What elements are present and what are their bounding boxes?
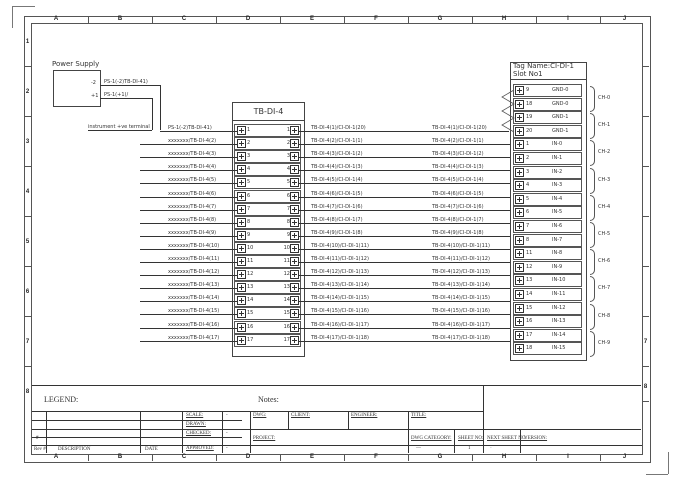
tb-right-wire-label: TB-DI-4(11)/CI-DI-1(12) [311, 256, 369, 262]
tb-left-wire-label: xxxxxxx/TB-DI-4(3) [168, 151, 217, 157]
terminal-screw-icon[interactable] [290, 309, 299, 318]
terminal-screw-icon[interactable] [290, 126, 299, 135]
tb-left-num: 16 [247, 324, 254, 330]
tb-left-num: 13 [247, 284, 254, 290]
channel-label: CH-1 [598, 122, 611, 128]
terminal-screw-icon[interactable] [515, 331, 524, 340]
sheet-no-label: SHEET NO: [458, 436, 484, 441]
tb-right-wire-label: TB-DI-4(9)/CI-DI-1(8) [311, 230, 363, 236]
tb-right-wire-label: TB-DI-4(12)/CI-DI-1(13) [311, 269, 369, 275]
tb-right-num: 2 [286, 140, 290, 146]
card-wire-label: TB-DI-4(16)/CI-DI-1(17) [432, 322, 490, 328]
tb-left-wire-label: xxxxxxx/TB-DI-4(15) [168, 308, 220, 314]
card-terminal-num: 6 [526, 209, 530, 215]
tb-left-num: 15 [247, 310, 254, 316]
tb-right-wire-label: TB-DI-4(17)/CI-DI-1(18) [311, 335, 369, 341]
terminal-screw-icon[interactable] [237, 257, 246, 266]
tb-left-num: 1 [247, 127, 251, 133]
ground-jumper-icon [498, 86, 516, 134]
tb-left-wire-label: xxxxxxx/TB-DI-4(9) [168, 230, 217, 236]
card-terminal-num: 3 [526, 169, 530, 175]
instrument-terminal-label: instrument +ve terminal [88, 124, 150, 130]
terminal-block-title: TB-DI-4 [253, 107, 284, 116]
next-sheet-value: - [490, 446, 492, 451]
client-label: CLIENT: [291, 413, 310, 418]
channel-label: CH-6 [598, 258, 611, 264]
rev-marker: # [36, 436, 39, 441]
terminal-screw-icon[interactable] [237, 126, 246, 135]
channel-brace [590, 276, 595, 302]
card-wire-label: TB-DI-4(8)/CI-DI-1(7) [432, 217, 484, 223]
card-wire-label: TB-DI-4(9)/CI-DI-1(8) [432, 230, 484, 236]
zone-label: J [622, 16, 627, 22]
drawn-label: DRAWN: [186, 422, 206, 427]
channel-label: CH-0 [598, 95, 611, 101]
description-label: DESCRIPTION [58, 447, 91, 452]
terminal-screw-icon[interactable] [237, 323, 246, 332]
crop-mark-bottom [646, 474, 668, 475]
card-terminal-num: 11 [526, 250, 533, 256]
tb-left-wire-label: xxxxxxx/TB-DI-4(12) [168, 269, 220, 275]
tb-right-num: 4 [286, 166, 290, 172]
channel-brace [590, 140, 595, 166]
terminal-screw-icon[interactable] [515, 181, 524, 190]
card-wire-label: TB-DI-4(6)/CI-DI-1(5) [432, 191, 484, 197]
card-terminal-num: 12 [526, 264, 533, 270]
card-terminal-num: 14 [526, 291, 533, 297]
card-terminal-num: 13 [526, 277, 533, 283]
channel-brace [590, 195, 595, 221]
row-label: 5 [25, 239, 30, 245]
terminal-screw-icon[interactable] [237, 165, 246, 174]
zone-label: H [501, 454, 507, 460]
card-terminal-label: IN-9 [552, 264, 563, 270]
terminal-screw-icon[interactable] [290, 296, 299, 305]
terminal-screw-icon[interactable] [515, 236, 524, 245]
card-wire-label: TB-DI-4(15)/CI-DI-1(16) [432, 308, 490, 314]
card-wire-label: TB-DI-4(4)/CI-DI-1(3) [432, 164, 484, 170]
card-terminal-label: GND-1 [552, 128, 569, 134]
card-wire-label: TB-DI-4(7)/CI-DI-1(6) [432, 204, 484, 210]
card-wire-label: TB-DI-4(5)/CI-DI-1(4) [432, 177, 484, 183]
tb-left-wire-label: xxxxxxx/TB-DI-4(7) [168, 204, 217, 210]
terminal-screw-icon[interactable] [290, 205, 299, 214]
channel-label: CH-7 [598, 285, 611, 291]
card-terminal-num: 7 [526, 223, 530, 229]
tb-right-wire-label: TB-DI-4(10)/CI-DI-1(11) [311, 243, 369, 249]
tb-left-wire-label: xxxxxxx/TB-DI-4(11) [168, 256, 220, 262]
row-label: 7 [25, 339, 30, 345]
zone-label: A [53, 16, 59, 22]
tb-left-wire-label: xxxxxxx/TB-DI-4(2) [168, 138, 217, 144]
tb-right-wire-label: TB-DI-4(4)/CI-DI-1(3) [311, 164, 363, 170]
tb-right-wire-label: TB-DI-4(16)/CI-DI-1(17) [311, 322, 369, 328]
tb-right-num: 8 [286, 219, 290, 225]
zone-label: I [567, 16, 569, 22]
card-terminal-num: 2 [526, 155, 530, 161]
card-wire-label: TB-DI-4(17)/CI-DI-1(18) [432, 335, 490, 341]
tb-right-wire-label: TB-DI-4(14)/CI-DI-1(15) [311, 295, 369, 301]
zone-strip-bottom [24, 454, 649, 461]
tb-right-num: 12 [283, 271, 290, 277]
tb-right-num: 17 [283, 337, 290, 343]
checked-value: - [226, 431, 228, 436]
terminal-screw-icon[interactable] [290, 152, 299, 161]
terminal-screw-icon[interactable] [237, 152, 246, 161]
tb-right-num: 13 [283, 284, 290, 290]
channel-label: CH-2 [598, 149, 611, 155]
power-supply-title: Power Supply [52, 60, 100, 68]
tb-left-num: 3 [247, 153, 251, 159]
terminal-screw-icon[interactable] [237, 309, 246, 318]
tb-left-num: 2 [247, 140, 251, 146]
terminal-screw-icon[interactable] [515, 276, 524, 285]
card-terminal-label: IN-4 [552, 196, 563, 202]
terminal-screw-icon[interactable] [515, 86, 524, 95]
card-terminal-num: 19 [526, 114, 533, 120]
zone-label: G [437, 16, 443, 22]
tb-left-num: 4 [247, 166, 251, 172]
card-terminal-num: 18 [526, 345, 533, 351]
version-label: VERSION: [524, 436, 548, 441]
terminal-screw-icon[interactable] [515, 263, 524, 272]
channel-brace [590, 331, 595, 357]
tb-left-wire-label: xxxxxxx/TB-DI-4(13) [168, 282, 220, 288]
tb-left-wire-label: xxxxxxx/TB-DI-4(6) [168, 191, 217, 197]
zone-label: C [181, 454, 187, 460]
card-terminal-num: 20 [526, 128, 533, 134]
card-terminal-num: 15 [526, 305, 533, 311]
crop-mark-right [668, 452, 669, 474]
terminal-screw-icon[interactable] [515, 168, 524, 177]
row-label: 8 [25, 389, 30, 395]
zone-label: F [374, 454, 378, 460]
zone-label: J [622, 454, 627, 460]
zone-label: H [501, 16, 507, 22]
channel-label: CH-5 [598, 231, 611, 237]
terminal-screw-icon[interactable] [515, 195, 524, 204]
tb-right-wire-label: TB-DI-4(8)/CI-DI-1(7) [311, 217, 363, 223]
terminal-screw-icon[interactable] [237, 218, 246, 227]
card-terminal-label: GND-0 [552, 101, 569, 107]
terminal-screw-icon[interactable] [515, 344, 524, 353]
scale-value: - [226, 413, 228, 418]
tb-right-num: 5 [286, 179, 290, 185]
terminal-screw-icon[interactable] [237, 296, 246, 305]
terminal-screw-icon[interactable] [515, 208, 524, 217]
channel-brace [590, 113, 595, 139]
rev-label: Rev # [34, 447, 46, 452]
terminal-screw-icon[interactable] [515, 154, 524, 163]
card-wire-label: TB-DI-4(1)/CI-DI-1(20) [432, 125, 487, 131]
sheet-no-value: 1 [468, 446, 471, 451]
row-label: 8 [643, 384, 648, 390]
terminal-screw-icon[interactable] [237, 139, 246, 148]
terminal-screw-icon[interactable] [515, 317, 524, 326]
card-header-box [510, 62, 587, 80]
tb-left-num: 8 [247, 219, 251, 225]
zone-label: B [117, 16, 123, 22]
zone-strip-top [24, 16, 649, 23]
terminal-screw-icon[interactable] [290, 231, 299, 240]
terminal-screw-icon[interactable] [515, 140, 524, 149]
zone-label: E [309, 454, 314, 460]
terminal-screw-icon[interactable] [515, 100, 524, 109]
power-supply-box [53, 70, 101, 107]
card-terminal-label: IN-3 [552, 182, 563, 188]
terminal-screw-icon[interactable] [290, 323, 299, 332]
card-terminal-label: IN-8 [552, 250, 563, 256]
card-terminal-label: IN-0 [552, 141, 563, 147]
ps-terminal-pos: +1 [91, 93, 99, 99]
scale-label: SCALE: [186, 413, 204, 418]
ps-wire-neg-label: PS-1(-2)TB-DI-41) [104, 79, 148, 85]
terminal-screw-icon[interactable] [515, 113, 524, 122]
tb-left-wire-label: xxxxxxx/TB-DI-4(8) [168, 217, 217, 223]
tb-right-num: 15 [283, 310, 290, 316]
tb-right-wire-label: TB-DI-4(1)/CI-DI-1(20) [311, 125, 366, 131]
notes-label: Notes: [258, 395, 279, 404]
title-block-top [32, 385, 641, 386]
dwg-label: DWG: [253, 413, 267, 418]
tb-right-num: 3 [286, 153, 290, 159]
channel-brace [590, 304, 595, 330]
row-label: 4 [25, 189, 30, 195]
next-sheet-label: NEXT SHEET NO: [487, 436, 527, 441]
legend-label: LEGEND: [44, 395, 79, 404]
tb-right-wire-label: TB-DI-4(13)/CI-DI-1(14) [311, 282, 369, 288]
card-terminal-label: IN-13 [552, 318, 566, 324]
card-terminal-label: GND-0 [552, 87, 569, 93]
card-terminal-num: 4 [526, 182, 530, 188]
card-terminal-num: 9 [526, 87, 530, 93]
card-wire-label: TB-DI-4(2)/CI-DI-1(1) [432, 138, 484, 144]
terminal-screw-icon[interactable] [290, 178, 299, 187]
terminal-screw-icon[interactable] [515, 222, 524, 231]
zone-label: D [245, 454, 251, 460]
tb-left-num: 17 [247, 337, 254, 343]
tb-right-wire-label: TB-DI-4(7)/CI-DI-1(6) [311, 204, 363, 210]
tb-left-num: 7 [247, 206, 251, 212]
card-wire-label: TB-DI-4(14)/CI-DI-1(15) [432, 295, 490, 301]
tb-right-num: 7 [286, 206, 290, 212]
tb-left-wire-label: xxxxxxx/TB-DI-4(16) [168, 322, 220, 328]
terminal-screw-icon[interactable] [515, 127, 524, 136]
dwg-category-label: DWG CATEGORY: [411, 436, 452, 441]
tb-left-num: 10 [247, 245, 254, 251]
terminal-screw-icon[interactable] [290, 283, 299, 292]
tb-right-num: 10 [283, 245, 290, 251]
terminal-screw-icon[interactable] [237, 192, 246, 201]
terminal-screw-icon[interactable] [290, 336, 299, 345]
terminal-screw-icon[interactable] [515, 249, 524, 258]
card-terminal-num: 16 [526, 318, 533, 324]
card-terminal-num: 1 [526, 141, 530, 147]
terminal-screw-icon[interactable] [290, 257, 299, 266]
terminal-screw-icon[interactable] [290, 218, 299, 227]
card-wire-label: TB-DI-4(3)/CI-DI-1(2) [432, 151, 484, 157]
terminal-screw-icon[interactable] [290, 192, 299, 201]
terminal-screw-icon[interactable] [290, 244, 299, 253]
ps-terminal-neg: -2 [91, 80, 96, 86]
terminal-screw-icon[interactable] [515, 290, 524, 299]
dwg-category-value: — [416, 446, 421, 451]
card-terminal-num: 17 [526, 332, 533, 338]
tb-right-wire-label: TB-DI-4(5)/CI-DI-1(4) [311, 177, 363, 183]
terminal-block-title-box [232, 102, 305, 121]
approved-label: APPROVED: [186, 446, 214, 451]
terminal-screw-icon[interactable] [237, 283, 246, 292]
card-wire-label: TB-DI-4(13)/CI-DI-1(14) [432, 282, 490, 288]
tb-left-num: 9 [247, 232, 251, 238]
crop-mark-left [12, 6, 13, 28]
terminal-screw-icon[interactable] [237, 231, 246, 240]
channel-label: CH-9 [598, 340, 611, 346]
card-wire-label: TB-DI-4(10)/CI-DI-1(11) [432, 243, 490, 249]
card-terminal-label: IN-15 [552, 345, 566, 351]
date-label: DATE [145, 447, 158, 452]
row-label: 2 [25, 89, 30, 95]
channel-brace [590, 249, 595, 275]
tb-right-wire-label: TB-DI-4(2)/CI-DI-1(1) [311, 138, 363, 144]
title-label: TITLE: [411, 413, 427, 418]
channel-label: CH-8 [598, 313, 611, 319]
channel-brace [590, 168, 595, 194]
tb-right-wire-label: TB-DI-4(6)/CI-DI-1(5) [311, 191, 363, 197]
card-terminal-label: IN-11 [552, 291, 566, 297]
channel-brace [590, 222, 595, 248]
zone-label: D [245, 16, 251, 22]
tb-right-num: 11 [283, 258, 290, 264]
crop-mark-top [13, 6, 35, 7]
tb-right-wire-label: TB-DI-4(15)/CI-DI-1(16) [311, 308, 369, 314]
zone-label: B [117, 454, 123, 460]
terminal-screw-icon[interactable] [237, 244, 246, 253]
terminal-screw-icon[interactable] [237, 336, 246, 345]
card-terminal-label: IN-10 [552, 277, 566, 283]
card-terminal-num: 5 [526, 196, 530, 202]
channel-label: CH-3 [598, 177, 611, 183]
tb-left-num: 6 [247, 193, 251, 199]
tb-right-num: 6 [286, 193, 290, 199]
card-terminal-label: IN-2 [552, 169, 563, 175]
zone-label: G [437, 454, 443, 460]
tb-left-wire-label: xxxxxxx/TB-DI-4(5) [168, 177, 217, 183]
project-label: PROJECT: [253, 436, 276, 441]
card-tag-name: Tag Name:CI-DI-1 [513, 62, 574, 70]
zone-label: A [53, 454, 59, 460]
tb-right-num: 1 [286, 127, 290, 133]
row-label: 7 [643, 339, 648, 345]
card-terminal-num: 8 [526, 237, 530, 243]
terminal-screw-icon[interactable] [515, 304, 524, 313]
terminal-screw-icon[interactable] [237, 270, 246, 279]
row-label: 3 [25, 139, 30, 145]
tb-left-num: 12 [247, 271, 254, 277]
card-terminal-label: IN-6 [552, 223, 563, 229]
card-wire-label: TB-DI-4(12)/CI-DI-1(13) [432, 269, 490, 275]
tb-left-wire-label: xxxxxxx/TB-DI-4(17) [168, 335, 220, 341]
zone-label: F [374, 16, 378, 22]
card-terminal-label: IN-5 [552, 209, 563, 215]
terminal-screw-icon[interactable] [290, 139, 299, 148]
zone-label: I [567, 454, 569, 460]
card-terminal-num: 18 [526, 101, 533, 107]
terminal-screw-icon[interactable] [237, 178, 246, 187]
checked-label: CHECKED: [186, 431, 211, 436]
tb-left-wire-label: xxxxxxx/TB-DI-4(4) [168, 164, 217, 170]
row-label: 1 [25, 39, 30, 45]
row-strip-right [642, 23, 649, 454]
card-slot: Slot No1 [513, 70, 543, 78]
terminal-screw-icon[interactable] [237, 205, 246, 214]
zone-label: C [181, 16, 187, 22]
card-terminal-label: IN-7 [552, 237, 563, 243]
card-terminal-label: GND-1 [552, 114, 569, 120]
card-terminal-label: IN-12 [552, 305, 566, 311]
row-strip-left [24, 23, 31, 454]
engineer-label: ENGINEER: [351, 413, 378, 418]
row-label: 6 [25, 289, 30, 295]
tb-left-num: 14 [247, 297, 254, 303]
card-wire-label: TB-DI-4(11)/CI-DI-1(12) [432, 256, 490, 262]
tb-right-num: 16 [283, 324, 290, 330]
tb-left-num: 11 [247, 258, 254, 264]
tb-left-wire-label: xxxxxxx/TB-DI-4(14) [168, 295, 220, 301]
zone-label: E [309, 16, 314, 22]
ps-wire-pos-label: PS-1(+1)/ [104, 92, 129, 98]
approved-value: - [226, 446, 228, 451]
tb-right-num: 14 [283, 297, 290, 303]
terminal-screw-icon[interactable] [290, 165, 299, 174]
channel-label: CH-4 [598, 204, 611, 210]
tb-right-wire-label: TB-DI-4(3)/CI-DI-1(2) [311, 151, 363, 157]
tb-right-num: 9 [286, 232, 290, 238]
card-terminal-label: IN-1 [552, 155, 563, 161]
tb-left-num: 5 [247, 179, 251, 185]
channel-brace [590, 86, 595, 112]
card-terminal-label: IN-14 [552, 332, 566, 338]
tb-left-wire-label: xxxxxxx/TB-DI-4(10) [168, 243, 220, 249]
tb-left-wire-label: PS-1(-2)TB-DI-41) [168, 125, 212, 131]
terminal-screw-icon[interactable] [290, 270, 299, 279]
